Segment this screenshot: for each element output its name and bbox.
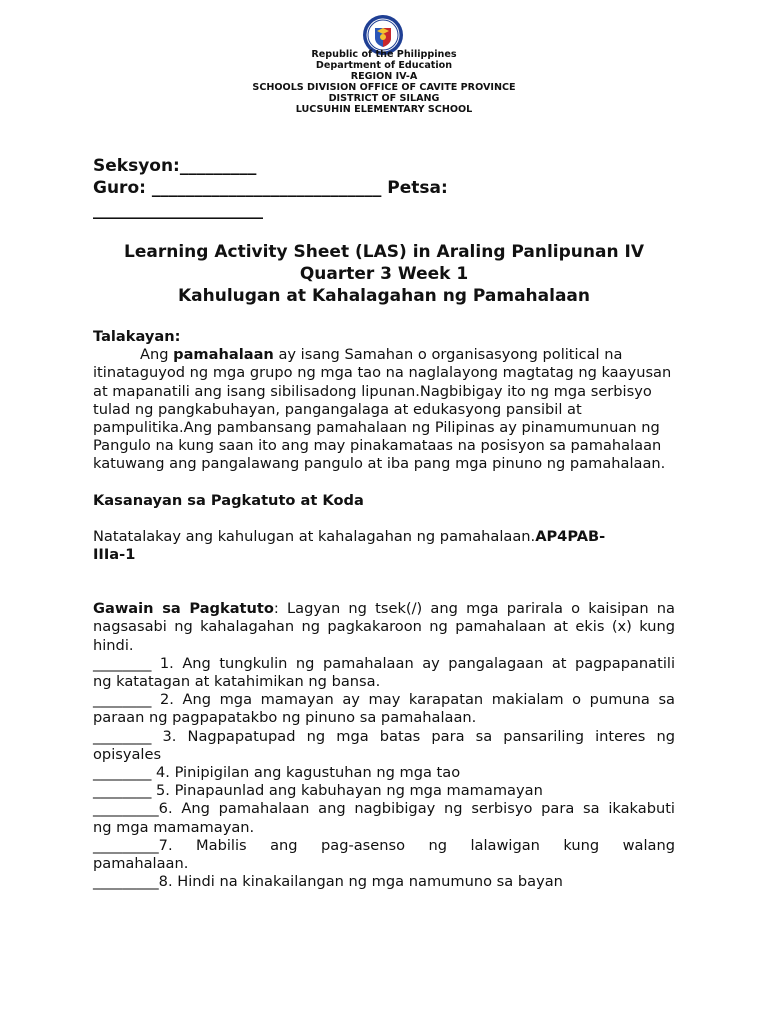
kasanayan-text-line (93, 528, 675, 546)
gawain-item-6-line-1: _________6. Ang pamahalaan ang nagbibigay ng serbisyo para sa ikakabuti (93, 800, 675, 818)
header-line-school: LUCSUHIN ELEMENTARY SCHOOL (295, 104, 473, 115)
talakayan-text: ay isang Samahan o organisasyong political na itinataguyod ng mga grupo ng mga tao na naglalayong magtatag ng kaayusan at mapanatili ang isang sibilisadong lipunan.Nagbibigay ito ng mga serbisyo tulad ng pangkabuhayan, pangangalaga at edukasyong pansibil at pampulitika.Ang pambansang pamahalaan ng Pilipinas ay pinamumunuan ng Pangulo na kung saan ito ang may pinakamataas na posisyon sa pamahalaan katuwang ang pangalawang pangulo at iba pang mga pinuno ng pamahalaan. (93, 346, 672, 473)
seksyon-field: Seksyon:_________ (93, 156, 257, 176)
kasanayan-text: Natatalakay ang kahulugan at kahalagahan ng pamahalaan. (93, 527, 536, 545)
talakayan-heading: Talakayan: (93, 328, 181, 345)
gawain-item-8-line-1: _________8. Hindi na kinakailangan ng mga namumuno sa bayan (93, 873, 563, 891)
school-header (0, 49, 768, 115)
gawain-item-5 (93, 782, 675, 800)
kasanayan-code-part2: IIIa-1 (93, 546, 136, 564)
header-line-department: Department of Education (315, 60, 453, 71)
gawain-item-2 (93, 691, 675, 727)
gawain-item-7-line-2: pamahalaan. (93, 855, 189, 873)
gawain-instructions-text: : Lagyan ng tsek(/) ang mga parirala o kaisipan na nagsasabi ng kahalagahan ng pagkakaroon ng pamahalaan at ekis (x) kung hindi. (93, 600, 675, 654)
kasanayan-code-part1: AP4PAB- (535, 527, 606, 545)
kasanayan-heading: Kasanayan sa Pagkatuto at Koda (93, 491, 364, 509)
header-line-region: REGION IV-A (350, 71, 418, 82)
gawain-item-3-line-1: ________ 3. Nagpapatupad ng mga batas para sa pansariling interes ng (93, 727, 675, 745)
talakayan-paragraph (93, 346, 675, 473)
talakayan-lead: Ang (140, 346, 174, 364)
gawain-item-4-line-1: ________ 4. Pinipigilan ang kagustuhan ng mga tao (93, 764, 461, 782)
gawain-item-7-line-1: _________7. Mabilis ang pag-asenso ng lalawigan kung walang (93, 836, 675, 854)
title-line-2: Quarter 3 Week 1 (299, 264, 469, 284)
petsa-blank-line: ____________________ (93, 200, 263, 220)
header-line-republic: Republic of the Philippines (311, 49, 457, 60)
gawain-item-6-line-2: ng mga mamamayan. (93, 818, 255, 836)
gawain-instructions (93, 600, 675, 655)
gawain-item-3 (93, 728, 675, 764)
gawain-item-1 (93, 655, 675, 691)
header-line-district: DISTRICT OF SILANG (328, 93, 440, 104)
gawain-item-1-line-1: ________ 1. Ang tungkulin ng pamahalaan ay pangalagaan at pagpapanatili (93, 654, 675, 672)
sheet-body (93, 328, 675, 891)
title-line-1: Learning Activity Sheet (LAS) in Araling Panlipunan IV (124, 242, 644, 262)
sheet-title (0, 241, 768, 307)
gawain-item-8 (93, 873, 675, 891)
title-line-3: Kahulugan at Kahalagahan ng Pamahalaan (177, 286, 590, 306)
student-fields (93, 155, 693, 221)
talakayan-bold-word: pamahalaan (173, 346, 274, 364)
gawain-item-4 (93, 764, 675, 782)
gawain-item-1-line-2: ng katatagan at katahimikan ng bansa. (93, 673, 381, 691)
gawain-item-3-line-2: opisyales (93, 745, 162, 763)
gawain-heading: Gawain sa Pagkatuto (93, 600, 274, 618)
gawain-item-7 (93, 837, 675, 873)
gawain-item-2-line-2: paraan ng pagpapatakbo ng pinuno sa pamahalaan. (93, 709, 477, 727)
gawain-item-5-line-1: ________ 5. Pinapaunlad ang kabuhayan ng mga mamamayan (93, 782, 543, 800)
guro-petsa-field: Guro: ___________________________ Petsa: (93, 178, 448, 198)
gawain-item-2-line-1: ________ 2. Ang mga mamayan ay may karapatan makialam o pumuna sa (93, 691, 675, 709)
header-line-division: SCHOOLS DIVISION OFFICE OF CAVITE PROVINCE (252, 82, 516, 93)
gawain-item-6 (93, 800, 675, 836)
